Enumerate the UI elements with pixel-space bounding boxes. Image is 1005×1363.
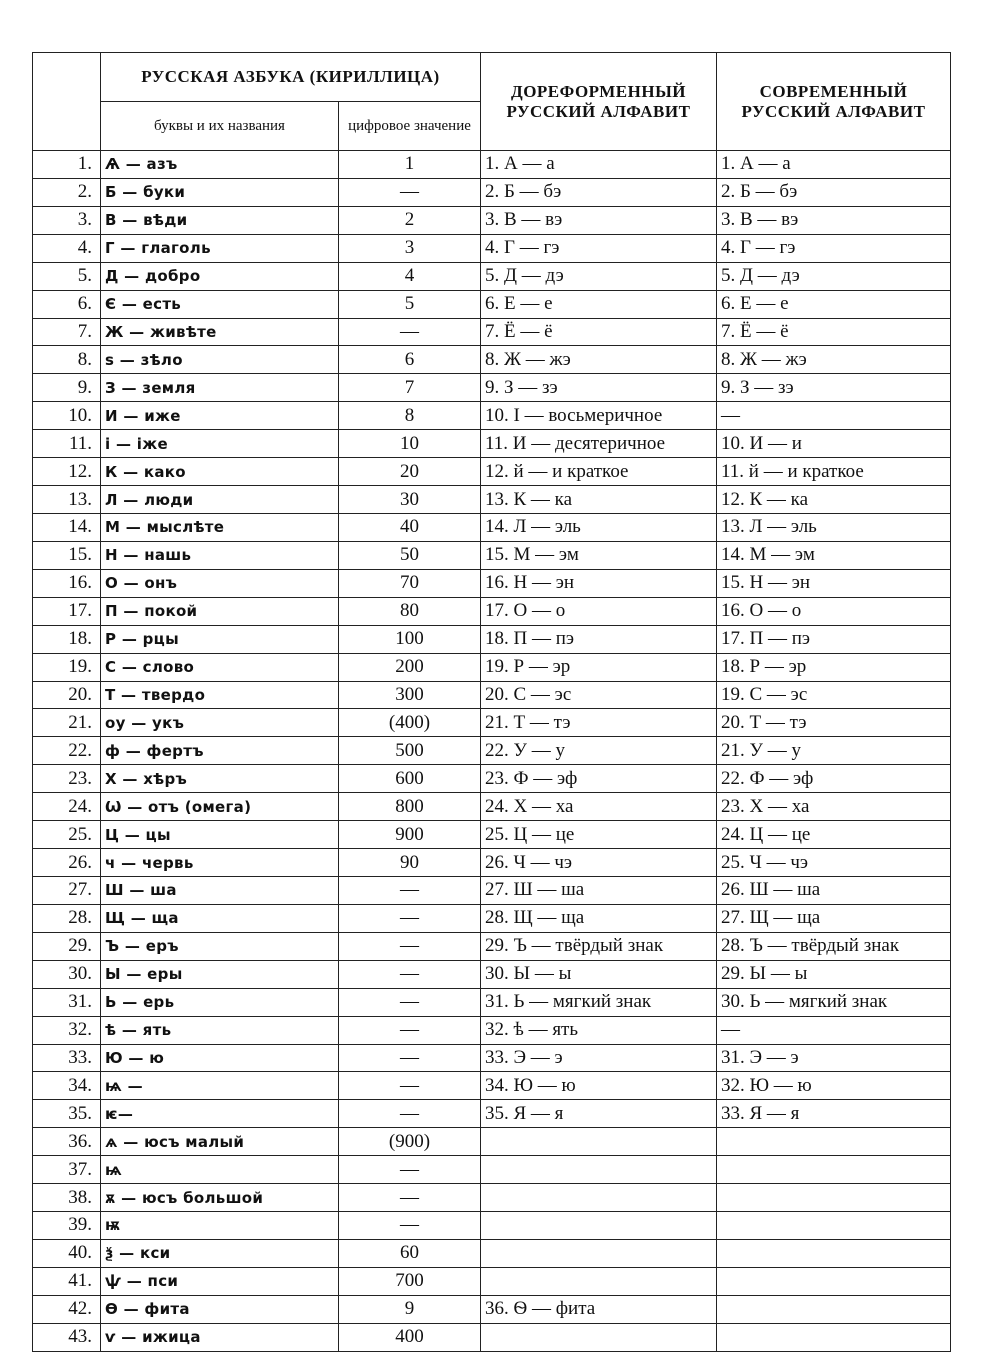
table-row [33, 709, 951, 737]
cyrillic-letter-cell: Ш — ша [101, 876, 339, 904]
modern-letter-cell: 32. Ю — ю [717, 1072, 951, 1100]
prereform-letter-cell: 27. Ш — ша [481, 876, 717, 904]
modern-letter-cell: 12. К — ка [717, 486, 951, 514]
table-row [33, 178, 951, 206]
modern-letter-cell: 4. Г — гэ [717, 234, 951, 262]
numeric-value-cell: — [339, 988, 481, 1016]
prereform-letter-cell: 5. Д — дэ [481, 262, 717, 290]
numeric-value-cell: 50 [339, 541, 481, 569]
cyrillic-letter-cell: Н — нашь [101, 541, 339, 569]
row-number: 2. [33, 178, 101, 206]
table-row [33, 262, 951, 290]
table-row [33, 1323, 951, 1351]
modern-letter-cell: 13. Л — эль [717, 513, 951, 541]
numeric-value-cell: 30 [339, 486, 481, 514]
numeric-value-cell: 300 [339, 681, 481, 709]
modern-letter-cell [717, 1267, 951, 1295]
cyrillic-letter-cell: Ю — ю [101, 1044, 339, 1072]
table-row [33, 541, 951, 569]
cyrillic-letter-cell: ѕ — зѣло [101, 346, 339, 374]
cyrillic-letter-cell: О — онъ [101, 569, 339, 597]
prereform-letter-cell: 18. П — пэ [481, 625, 717, 653]
row-number: 30. [33, 960, 101, 988]
table-row [33, 402, 951, 430]
prereform-letter-cell: 12. й — и краткое [481, 458, 717, 486]
row-number: 18. [33, 625, 101, 653]
row-number: 17. [33, 597, 101, 625]
row-number: 42. [33, 1295, 101, 1323]
row-number: 5. [33, 262, 101, 290]
numeric-value-cell: 600 [339, 765, 481, 793]
table-row [33, 151, 951, 179]
modern-letter-cell: 3. В — вэ [717, 206, 951, 234]
modern-letter-cell: 1. А — а [717, 151, 951, 179]
table-row [33, 597, 951, 625]
table-row [33, 1100, 951, 1128]
modern-letter-cell: 15. Н — эн [717, 569, 951, 597]
row-number: 38. [33, 1184, 101, 1212]
modern-letter-cell: 10. И — и [717, 430, 951, 458]
numeric-value-cell: 10 [339, 430, 481, 458]
letters-names-subheader: буквы и их названия [101, 102, 339, 151]
table-row [33, 486, 951, 514]
table-row [33, 904, 951, 932]
cyrillic-letter-cell: ф — фертъ [101, 737, 339, 765]
prereform-letter-cell: 13. К — ка [481, 486, 717, 514]
prereform-letter-cell: 21. Т — тэ [481, 709, 717, 737]
prereform-letter-cell: 22. У — у [481, 737, 717, 765]
cyrillic-letter-cell: К — како [101, 458, 339, 486]
cyrillic-letter-cell: ѯ — кси [101, 1239, 339, 1267]
cyrillic-letter-cell: Ѡ — отъ (омега) [101, 793, 339, 821]
cyrillic-letter-cell: ѧ — юсъ малый [101, 1128, 339, 1156]
modern-letter-cell [717, 1184, 951, 1212]
table-row [33, 234, 951, 262]
prereform-letter-cell: 20. С — эс [481, 681, 717, 709]
modern-letter-cell: 20. Т — тэ [717, 709, 951, 737]
prereform-letter-cell: 6. Е — е [481, 290, 717, 318]
row-number: 36. [33, 1128, 101, 1156]
cyrillic-letter-cell: Г — глаголь [101, 234, 339, 262]
prereform-letter-cell: 4. Г — гэ [481, 234, 717, 262]
table-row [33, 625, 951, 653]
table-row [33, 346, 951, 374]
prereform-letter-cell: 2. Б — бэ [481, 178, 717, 206]
header-number-cell [33, 53, 101, 151]
cyrillic-letter-cell: Д — добро [101, 262, 339, 290]
prereform-letter-cell: 31. Ь — мягкий знак [481, 988, 717, 1016]
table-row [33, 1239, 951, 1267]
cyrillic-letter-cell: С — слово [101, 653, 339, 681]
numeric-value-cell: 200 [339, 653, 481, 681]
numeric-value-cell: 70 [339, 569, 481, 597]
prereform-letter-cell: 28. Щ — ща [481, 904, 717, 932]
numeric-value-cell: 2 [339, 206, 481, 234]
modern-letter-cell: 2. Б — бэ [717, 178, 951, 206]
row-number: 33. [33, 1044, 101, 1072]
table-row [33, 290, 951, 318]
prereform-letter-cell [481, 1156, 717, 1184]
cyrillic-letter-cell: Ъ — еръ [101, 932, 339, 960]
modern-letter-cell: 17. П — пэ [717, 625, 951, 653]
table-row [33, 1044, 951, 1072]
prereform-letter-cell: 10. І — восьмеричное [481, 402, 717, 430]
prereform-letter-cell [481, 1267, 717, 1295]
numeric-value-cell: 90 [339, 849, 481, 877]
row-number: 14. [33, 513, 101, 541]
cyrillic-letter-cell: Ѳ — фита [101, 1295, 339, 1323]
modern-letter-cell [717, 1128, 951, 1156]
numeric-value-cell: 100 [339, 625, 481, 653]
prereform-letter-cell [481, 1184, 717, 1212]
row-number: 39. [33, 1212, 101, 1240]
modern-letter-cell: 27. Щ — ща [717, 904, 951, 932]
cyrillic-letter-cell: Р — рцы [101, 625, 339, 653]
numeric-value-cell: 8 [339, 402, 481, 430]
row-number: 31. [33, 988, 101, 1016]
prereform-letter-cell: 9. З — зэ [481, 374, 717, 402]
numeric-value-cell: (400) [339, 709, 481, 737]
numeric-value-cell: 7 [339, 374, 481, 402]
row-number: 11. [33, 430, 101, 458]
cyrillic-letter-cell: ѥ— [101, 1100, 339, 1128]
row-number: 20. [33, 681, 101, 709]
row-number: 37. [33, 1156, 101, 1184]
table-row [33, 876, 951, 904]
numeric-value-cell: 900 [339, 821, 481, 849]
prereform-letter-cell: 29. Ъ — твёрдый знак [481, 932, 717, 960]
cyrillic-letter-cell: И — иже [101, 402, 339, 430]
row-number: 22. [33, 737, 101, 765]
row-number: 1. [33, 151, 101, 179]
prereform-letter-cell: 30. Ы — ы [481, 960, 717, 988]
row-number: 29. [33, 932, 101, 960]
row-number: 26. [33, 849, 101, 877]
modern-letter-cell: 24. Ц — це [717, 821, 951, 849]
numeric-value-cell: 500 [339, 737, 481, 765]
modern-letter-cell: — [717, 402, 951, 430]
modern-letter-cell [717, 1295, 951, 1323]
row-number: 27. [33, 876, 101, 904]
modern-letter-cell: 7. Ё — ё [717, 318, 951, 346]
numeric-value-cell: — [339, 1156, 481, 1184]
row-number: 24. [33, 793, 101, 821]
numeric-value-cell: (900) [339, 1128, 481, 1156]
cyrillic-letter-cell: ч — червь [101, 849, 339, 877]
row-number: 7. [33, 318, 101, 346]
cyrillic-letter-cell: М — мыслѣте [101, 513, 339, 541]
modern-letter-cell: 9. З — зэ [717, 374, 951, 402]
cyrillic-letter-cell: ѩ — [101, 1072, 339, 1100]
row-number: 41. [33, 1267, 101, 1295]
row-number: 8. [33, 346, 101, 374]
table-row [33, 932, 951, 960]
numeric-value-cell: — [339, 876, 481, 904]
modern-letter-cell: 16. О — о [717, 597, 951, 625]
table-row [33, 318, 951, 346]
prereform-letter-cell [481, 1323, 717, 1351]
prereform-header: ДОРЕФОРМЕННЫЙ РУССКИЙ АЛФАВИТ [481, 53, 717, 151]
cyrillic-letter-cell: Б — буки [101, 178, 339, 206]
table-row [33, 1295, 951, 1323]
row-number: 9. [33, 374, 101, 402]
row-number: 4. [33, 234, 101, 262]
prereform-letter-cell: 32. ѣ — ять [481, 1016, 717, 1044]
row-number: 16. [33, 569, 101, 597]
cyrillic-letter-cell: Ц — цы [101, 821, 339, 849]
cyrillic-letter-cell: ѣ — ять [101, 1016, 339, 1044]
modern-letter-cell: 33. Я — я [717, 1100, 951, 1128]
cyrillic-letter-cell: ѵ — ижица [101, 1323, 339, 1351]
prereform-letter-cell: 33. Э — э [481, 1044, 717, 1072]
prereform-letter-cell: 35. Я — я [481, 1100, 717, 1128]
cyrillic-letter-cell: Л — люди [101, 486, 339, 514]
row-number: 12. [33, 458, 101, 486]
table-row [33, 849, 951, 877]
numeric-value-cell: — [339, 1184, 481, 1212]
table-row [33, 681, 951, 709]
table-row [33, 1267, 951, 1295]
prereform-letter-cell: 34. Ю — ю [481, 1072, 717, 1100]
modern-letter-cell: 22. Ф — эф [717, 765, 951, 793]
numeric-value-cell: 800 [339, 793, 481, 821]
prereform-letter-cell: 1. А — а [481, 151, 717, 179]
numeric-value-cell: 4 [339, 262, 481, 290]
cyrillic-letter-cell: Х — хѣръ [101, 765, 339, 793]
prereform-letter-cell: 23. Ф — эф [481, 765, 717, 793]
row-number: 34. [33, 1072, 101, 1100]
table-row [33, 988, 951, 1016]
numeric-value-cell: 6 [339, 346, 481, 374]
prereform-letter-cell [481, 1128, 717, 1156]
table-row [33, 960, 951, 988]
numeric-value-cell: 40 [339, 513, 481, 541]
table-row [33, 653, 951, 681]
modern-letter-cell: 28. Ъ — твёрдый знак [717, 932, 951, 960]
prereform-letter-cell: 17. О — о [481, 597, 717, 625]
row-number: 13. [33, 486, 101, 514]
modern-letter-cell [717, 1156, 951, 1184]
modern-letter-cell: 29. Ы — ы [717, 960, 951, 988]
table-row [33, 513, 951, 541]
cyrillic-letter-cell: ѩ [101, 1156, 339, 1184]
prereform-letter-cell: 8. Ж — жэ [481, 346, 717, 374]
cyrillic-letter-cell: Ж — живѣте [101, 318, 339, 346]
table-row [33, 206, 951, 234]
cyrillic-letter-cell: В — вѣди [101, 206, 339, 234]
modern-letter-cell: 19. С — эс [717, 681, 951, 709]
cyrillic-letter-cell: ѭ [101, 1212, 339, 1240]
cyrillic-letter-cell: Щ — ща [101, 904, 339, 932]
table-row [33, 1184, 951, 1212]
row-number: 28. [33, 904, 101, 932]
numeric-value-cell: — [339, 960, 481, 988]
modern-letter-cell: 26. Ш — ша [717, 876, 951, 904]
modern-letter-cell: 25. Ч — чэ [717, 849, 951, 877]
modern-header: СОВРЕМЕННЫЙ РУССКИЙ АЛФАВИТ [717, 53, 951, 151]
table-row [33, 458, 951, 486]
row-number: 19. [33, 653, 101, 681]
numeric-value-cell: — [339, 1212, 481, 1240]
cyrillic-letter-cell: Є — есть [101, 290, 339, 318]
numeric-value-cell: — [339, 1100, 481, 1128]
modern-letter-cell: 21. У — у [717, 737, 951, 765]
numeric-value-cell: — [339, 178, 481, 206]
numeric-value-cell: — [339, 1072, 481, 1100]
prereform-letter-cell: 24. Х — ха [481, 793, 717, 821]
numeric-value-cell: 80 [339, 597, 481, 625]
table-row [33, 374, 951, 402]
modern-letter-cell: 14. М — эм [717, 541, 951, 569]
numeric-value-cell: 400 [339, 1323, 481, 1351]
numeric-value-cell: 1 [339, 151, 481, 179]
row-number: 25. [33, 821, 101, 849]
numeric-value-cell: — [339, 904, 481, 932]
prereform-letter-cell: 11. И — десятеричное [481, 430, 717, 458]
numeric-value-cell: — [339, 932, 481, 960]
table-row [33, 737, 951, 765]
numeric-value-cell: 20 [339, 458, 481, 486]
numeric-value-cell: — [339, 1016, 481, 1044]
row-number: 10. [33, 402, 101, 430]
numeric-value-cell: 700 [339, 1267, 481, 1295]
row-number: 40. [33, 1239, 101, 1267]
alphabet-table [32, 52, 951, 1352]
prereform-letter-cell: 15. М — эм [481, 541, 717, 569]
table-row [33, 821, 951, 849]
numeric-value-cell: — [339, 318, 481, 346]
numeric-value-subheader: цифровое значение [339, 102, 481, 151]
row-number: 21. [33, 709, 101, 737]
table-row [33, 1072, 951, 1100]
modern-letter-cell: 6. Е — е [717, 290, 951, 318]
cyrillic-letter-cell: Т — твердо [101, 681, 339, 709]
numeric-value-cell: 3 [339, 234, 481, 262]
cyrillic-letter-cell: З — земля [101, 374, 339, 402]
table-row [33, 430, 951, 458]
prereform-letter-cell: 7. Ё — ё [481, 318, 717, 346]
prereform-letter-cell: 16. Н — эн [481, 569, 717, 597]
prereform-letter-cell: 19. Р — эр [481, 653, 717, 681]
cyrillic-letter-cell: П — покой [101, 597, 339, 625]
prereform-letter-cell [481, 1212, 717, 1240]
numeric-value-cell: 9 [339, 1295, 481, 1323]
modern-letter-cell: 8. Ж — жэ [717, 346, 951, 374]
cyrillic-header: РУССКАЯ АЗБУКА (КИРИЛЛИЦА) [101, 53, 481, 102]
cyrillic-letter-cell: Ы — еры [101, 960, 339, 988]
row-number: 6. [33, 290, 101, 318]
prereform-letter-cell: 14. Л — эль [481, 513, 717, 541]
modern-letter-cell: — [717, 1016, 951, 1044]
row-number: 23. [33, 765, 101, 793]
modern-letter-cell [717, 1212, 951, 1240]
table-row [33, 1128, 951, 1156]
modern-letter-cell: 18. Р — эр [717, 653, 951, 681]
table-row [33, 1156, 951, 1184]
modern-letter-cell: 5. Д — дэ [717, 262, 951, 290]
cyrillic-letter-cell: оу — укъ [101, 709, 339, 737]
row-number: 3. [33, 206, 101, 234]
modern-letter-cell: 30. Ь — мягкий знак [717, 988, 951, 1016]
row-number: 15. [33, 541, 101, 569]
table-row [33, 1016, 951, 1044]
table-row [33, 569, 951, 597]
modern-letter-cell: 31. Э — э [717, 1044, 951, 1072]
row-number: 43. [33, 1323, 101, 1351]
prereform-letter-cell: 36. Ѳ — фита [481, 1295, 717, 1323]
cyrillic-letter-cell: Ь — ерь [101, 988, 339, 1016]
numeric-value-cell: 60 [339, 1239, 481, 1267]
table-row [33, 765, 951, 793]
table-row [33, 793, 951, 821]
row-number: 35. [33, 1100, 101, 1128]
prereform-letter-cell: 3. В — вэ [481, 206, 717, 234]
cyrillic-letter-cell: Ѧ — азъ [101, 151, 339, 179]
numeric-value-cell: 5 [339, 290, 481, 318]
numeric-value-cell: — [339, 1044, 481, 1072]
cyrillic-letter-cell: ѫ — юсъ большой [101, 1184, 339, 1212]
modern-letter-cell: 23. Х — ха [717, 793, 951, 821]
modern-letter-cell [717, 1239, 951, 1267]
prereform-letter-cell [481, 1239, 717, 1267]
modern-letter-cell: 11. й — и краткое [717, 458, 951, 486]
prereform-letter-cell: 26. Ч — чэ [481, 849, 717, 877]
cyrillic-letter-cell: і — іже [101, 430, 339, 458]
cyrillic-letter-cell: ѱ — пси [101, 1267, 339, 1295]
modern-letter-cell [717, 1323, 951, 1351]
prereform-letter-cell: 25. Ц — це [481, 821, 717, 849]
row-number: 32. [33, 1016, 101, 1044]
table-row [33, 1212, 951, 1240]
